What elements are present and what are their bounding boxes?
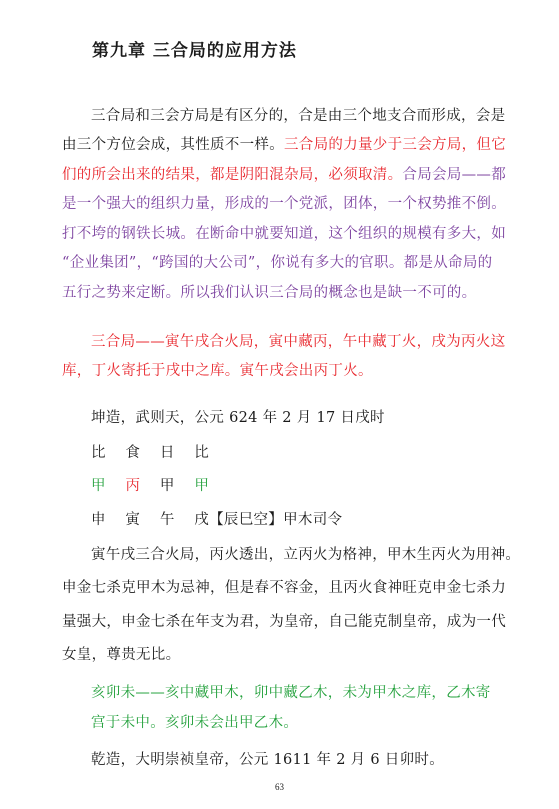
text-segment: “企业集团”，“跨国的大公司”，你说有多大的官职。都是从命局的 [62, 255, 493, 271]
text-line [62, 222, 506, 243]
text-segment: 亥卯未——亥中藏甲木，卯中藏乙木，未为甲木之库，乙木寄 [91, 685, 491, 701]
text-segment: 三合局的力量少于三会方局，但它 [284, 137, 506, 153]
text-segment: 甲 [91, 478, 126, 494]
text-segment: 库，丁火寄托于戌中之库。寅午戌会出丙丁火。 [62, 363, 373, 379]
text-line [62, 251, 492, 272]
text-segment: 合局会局——都 [402, 167, 507, 183]
text-segment: 们的所会出来的结果，都是阴阳混杂局，必须取清。 [62, 167, 403, 183]
text-segment: 申 寅 午 戌【辰巳空】甲木司令 [91, 512, 343, 528]
text-segment: 量强大，申金七杀在年支为君，为皇帝，自己能克制皇帝，成为一代 [62, 614, 506, 630]
text-line [91, 508, 342, 529]
text-segment: 甲 [194, 478, 210, 494]
text-line [91, 681, 491, 702]
text-segment: 寅午戌三合火局，丙火透出，立丙火为格神，甲木生丙火为用神。 [91, 547, 521, 563]
text-segment: 宫于未中。亥卯未会出甲乙木。 [91, 715, 299, 731]
text-line [91, 711, 298, 732]
text-segment: 由三个方位会成，其性质不一样。 [62, 137, 284, 153]
chapter-title: 第九章 三合局的应用方法 [92, 41, 297, 61]
text-line [91, 441, 209, 462]
text-line [62, 610, 506, 631]
text-line [91, 748, 444, 769]
text-line [91, 406, 385, 427]
text-segment: 是一个强大的组织力量，形成的一个党派，团体，一个权势推不倒。 [62, 196, 506, 212]
text-line [62, 281, 476, 302]
text-segment: 五行之势来定断。所以我们认识三合局的概念也是缺一不可的。 [62, 285, 477, 301]
text-segment: 丙 [125, 478, 160, 494]
text-line [62, 643, 180, 664]
text-line [91, 104, 505, 125]
text-segment: 坤造，武则天，公元 624 年 2 月 17 日戌时 [91, 410, 385, 426]
text-segment: 比 食 日 比 [91, 445, 210, 461]
text-line [91, 474, 209, 495]
text-segment: 打不垮的钢铁长城。在断命中就要知道，这个组织的规模有多大，如 [62, 226, 506, 242]
text-line [62, 163, 506, 184]
text-segment: 甲 [159, 478, 195, 494]
text-segment: 申金七杀克甲木为忌神，但是春不容金，且丙火食神旺克申金七杀力 [62, 580, 506, 596]
text-line [91, 330, 505, 351]
text-segment: 女皇，尊贵无比。 [62, 647, 181, 663]
text-line [91, 543, 520, 564]
text-line [62, 359, 373, 380]
text-segment: 乾造，大明崇祯皇帝，公元 1611 年 2 月 6 日卯时。 [91, 752, 445, 768]
text-line [62, 192, 506, 213]
text-line [62, 576, 506, 597]
text-segment: 三合局和三会方局是有区分的，合是由三个地支合而形成，会是 [91, 108, 506, 124]
text-segment: 三合局——寅午戌合火局，寅中藏丙，午中藏丁火，戌为丙火这 [91, 334, 506, 350]
text-line [62, 133, 506, 154]
page-number: 63 [275, 782, 284, 792]
